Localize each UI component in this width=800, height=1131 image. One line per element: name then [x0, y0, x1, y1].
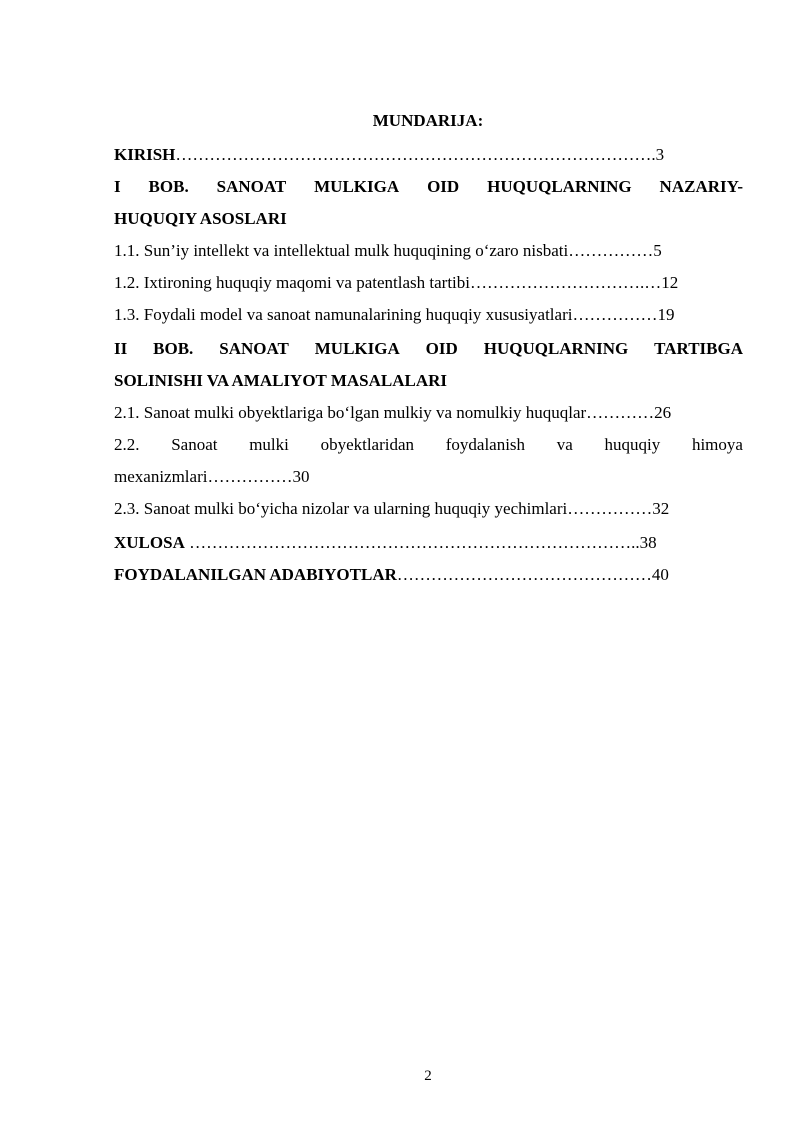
toc-chapter-2-heading[interactable] — [114, 339, 743, 359]
heading-word: SANOAT — [219, 339, 289, 358]
heading-word: II — [114, 339, 128, 358]
toc-entry-label: XULOSA — [114, 533, 185, 552]
toc-entry-2-2[interactable] — [114, 435, 743, 455]
toc-chapter-1-heading[interactable] — [114, 177, 743, 197]
toc-leader-dots: …………… — [567, 499, 653, 518]
entry-word: va — [556, 435, 573, 454]
toc-entry-intro[interactable] — [114, 145, 664, 165]
toc-page-number: 5 — [653, 241, 662, 260]
toc-entry-text: 1.2. Ixtironing huquqiy maqomi va patentlash tartibi — [114, 273, 470, 292]
heading-word: NAZARIY- — [659, 177, 743, 196]
toc-page-number: 32 — [652, 499, 670, 518]
entry-word: himoya — [691, 435, 743, 454]
heading-word: BOB. — [153, 339, 194, 358]
toc-chapter-1-heading-cont[interactable]: HUQUQIY ASOSLARI — [114, 209, 287, 228]
toc-entry-2-2-cont[interactable] — [114, 467, 309, 487]
heading-word: I — [114, 177, 121, 196]
heading-word: OID — [425, 339, 458, 358]
page-number: 2 — [424, 1068, 432, 1084]
toc-entry-2-3[interactable] — [114, 499, 669, 519]
toc-leader-dots: …………… — [572, 305, 658, 324]
toc-leader-dots: …………… — [207, 467, 293, 486]
toc-entry-text: 2.3. Sanoat mulki bo‘yicha nizolar va ularning huquqiy yechimlari — [114, 499, 568, 518]
toc-title: MUNDARIJA: — [372, 111, 484, 130]
toc-leader-dots: …………………………………………………………………………. — [175, 145, 656, 164]
toc-entry-1-3[interactable] — [114, 305, 674, 325]
entry-word: mulki — [249, 435, 289, 454]
entry-word: foydalanish — [445, 435, 526, 454]
toc-page-number: 30 — [292, 467, 310, 486]
heading-word: MULKIGA — [314, 339, 400, 358]
toc-entry-label: FOYDALANILGAN ADABIYOTLAR — [114, 565, 397, 584]
toc-leader-dots: ………… — [586, 403, 655, 422]
toc-page-number: 38 — [639, 533, 657, 552]
heading-word: HUQUQLARNING — [487, 177, 632, 196]
toc-entry-text: 2.1. Sanoat mulki obyektlariga bo‘lgan mulkiy va nomulkiy huquqlar — [114, 403, 587, 422]
toc-entry-text: 1.1. Sun’iy intellekt va intellektual mulk huquqining o‘zaro nisbati — [114, 241, 569, 260]
entry-word: Sanoat — [171, 435, 218, 454]
entry-word: huquqiy — [604, 435, 661, 454]
heading-word: TARTIBGA — [654, 339, 743, 358]
toc-page-number: 26 — [654, 403, 672, 422]
toc-leader-dots: ……………………………………… — [396, 565, 652, 584]
toc-chapter-2-heading-cont[interactable]: SOLINISHI VA AMALIYOT MASALALARI — [114, 371, 448, 390]
toc-entry-label: KIRISH — [114, 145, 176, 164]
toc-page-number: 40 — [651, 565, 669, 584]
heading-word: HUQUQLARNING — [483, 339, 629, 358]
toc-page-number: 19 — [657, 305, 675, 324]
toc-page-number: 12 — [661, 273, 679, 292]
heading-word: OID — [427, 177, 460, 196]
toc-leader-dots: ………………………….… — [470, 273, 662, 292]
entry-word: 2.2. — [114, 435, 140, 454]
toc-entry-1-1[interactable] — [114, 241, 662, 261]
toc-entry-text: mexanizmlari — [114, 467, 208, 486]
toc-entry-references[interactable] — [114, 565, 669, 585]
toc-leader-dots: …………………………………………………………………….. — [184, 533, 640, 552]
heading-word: SANOAT — [216, 177, 287, 196]
entry-word: obyektlaridan — [320, 435, 415, 454]
heading-word: MULKIGA — [314, 177, 400, 196]
toc-entry-1-2[interactable] — [114, 273, 678, 293]
toc-entry-2-1[interactable] — [114, 403, 671, 423]
toc-page-number: 3 — [655, 145, 665, 164]
toc-entry-conclusion[interactable] — [114, 533, 657, 553]
toc-entry-text: 1.3. Foydali model va sanoat namunalarining huquqiy xususiyatlari — [114, 305, 573, 324]
toc-leader-dots: …………… — [568, 241, 654, 260]
heading-word: BOB. — [148, 177, 189, 196]
